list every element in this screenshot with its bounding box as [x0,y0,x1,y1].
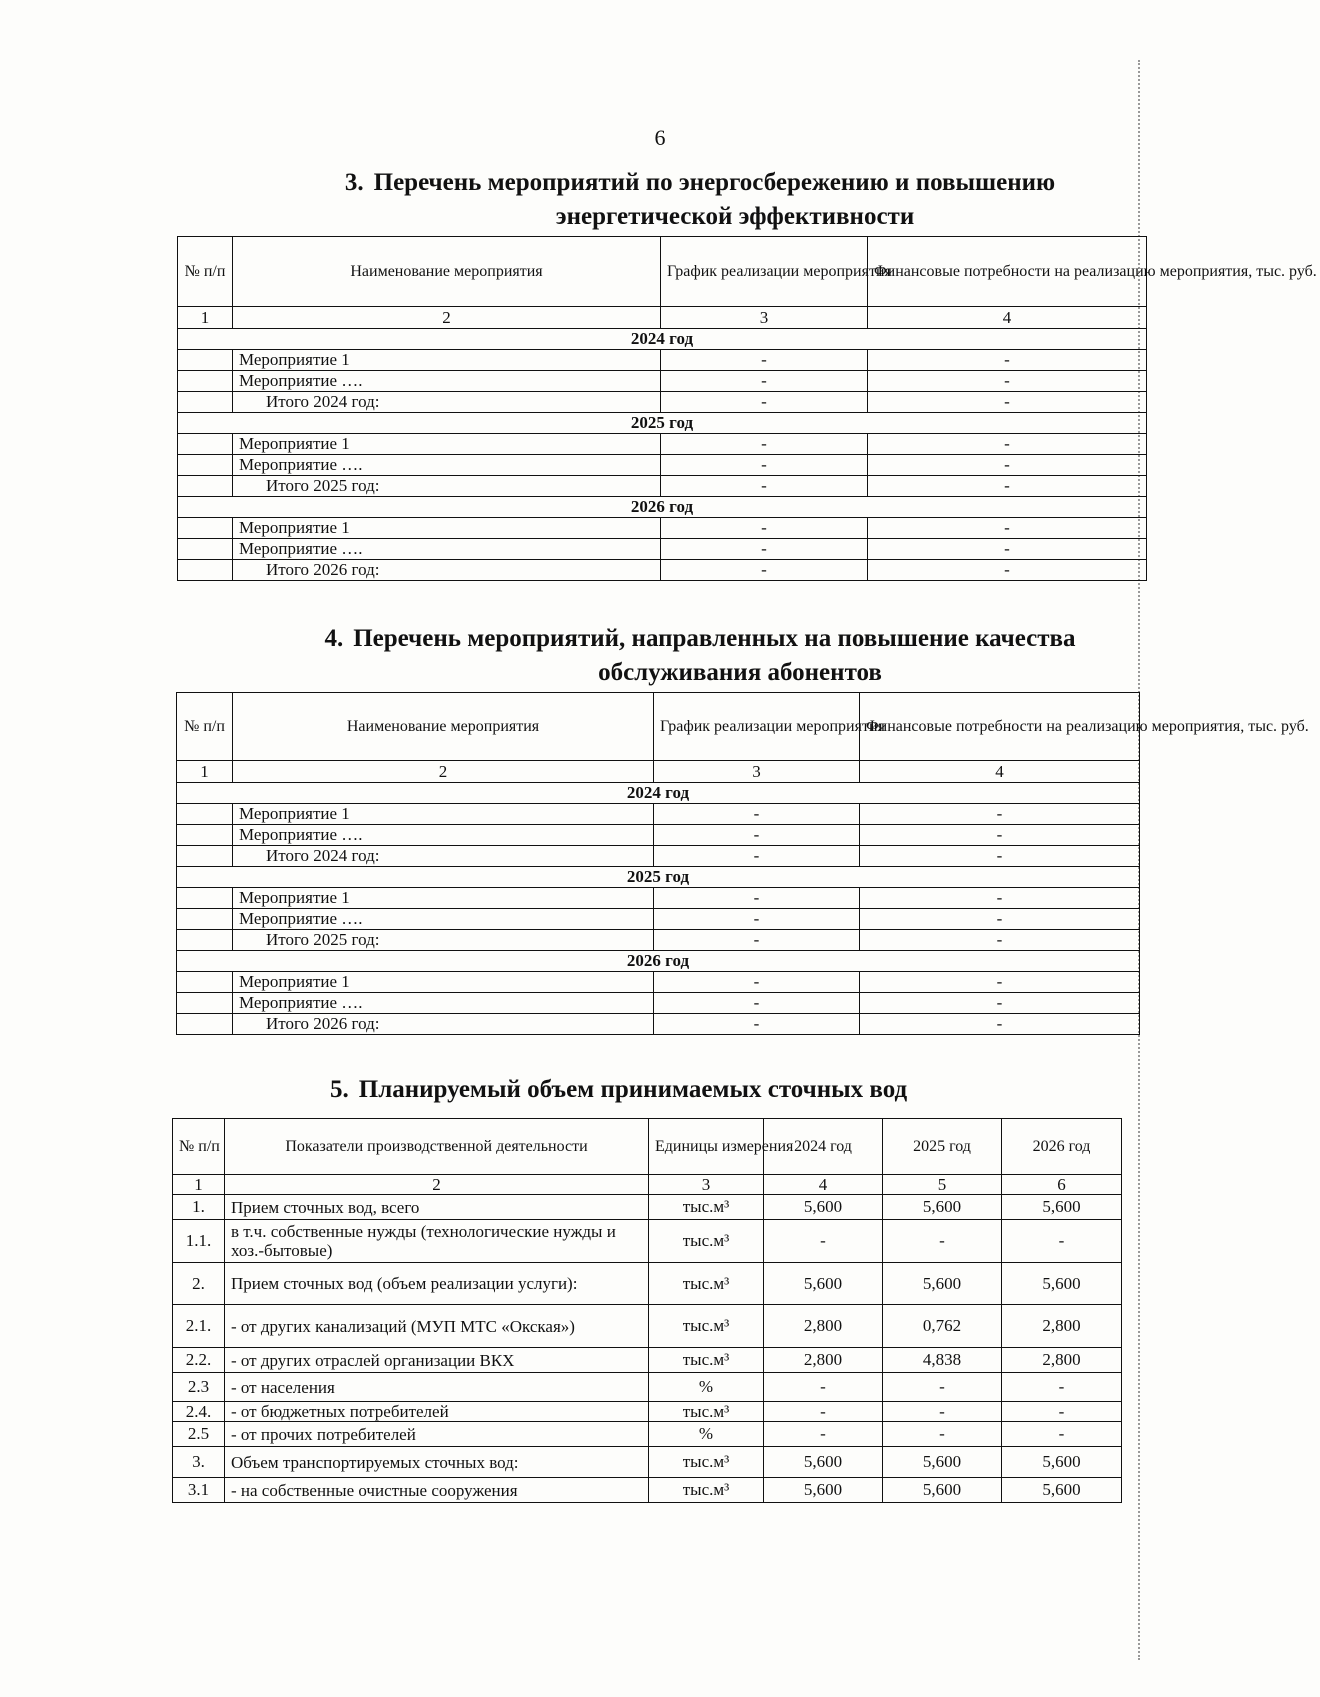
page-number: 6 [654,125,666,150]
table-row [178,392,1147,413]
finance-cell: - [860,846,1140,867]
table-row [173,1195,1122,1220]
schedule-cell: - [654,930,860,951]
year-row [178,329,1147,350]
value-2026: 5,600 [1002,1447,1122,1478]
column-number: 3 [654,761,860,783]
table-row [177,930,1140,951]
table-row [173,1220,1122,1263]
year-row [177,783,1140,804]
year-label: 2026 год [178,497,1147,518]
table-row [178,518,1147,539]
section4-heading [275,622,1125,690]
column-number: 4 [868,307,1147,329]
value-2025: - [883,1220,1002,1263]
schedule-cell: - [654,888,860,909]
column-number: 1 [178,307,233,329]
table-row [173,1422,1122,1447]
row-number-cell [177,888,233,909]
table-row [178,539,1147,560]
table-row [177,1014,1140,1035]
row-number: 2.4. [173,1402,225,1422]
schedule-cell: - [654,909,860,930]
unit-cell: тыс.м³ [649,1305,764,1348]
row-number-cell [177,972,233,993]
schedule-cell: - [654,804,860,825]
row-number-cell [177,1014,233,1035]
value-2026: 5,600 [1002,1195,1122,1220]
table-row [173,1478,1122,1503]
row-number-cell [177,909,233,930]
section3-table [177,236,1317,581]
value-2026: 2,800 [1002,1305,1122,1348]
schedule-cell: - [661,371,868,392]
value-2024: 5,600 [764,1263,883,1305]
value-2024: - [764,1220,883,1263]
column-number: 2 [233,307,661,329]
section3-heading-line1 [290,166,1110,200]
table-row [173,1402,1122,1422]
unit-cell: тыс.м³ [649,1348,764,1373]
table-row [178,455,1147,476]
table-row [177,888,1140,909]
indicator-name: - от прочих потребителей [225,1422,649,1447]
value-2025: - [883,1373,1002,1402]
value-2025: 5,600 [883,1263,1002,1305]
value-2025: 5,600 [883,1447,1002,1478]
row-number-cell [178,371,233,392]
section3-number: 3. [344,169,364,196]
year-row [178,413,1147,434]
measure-name: Мероприятие …. [233,993,654,1014]
column-number: 6 [1002,1175,1122,1195]
schedule-cell: - [654,825,860,846]
indicator-name: - от бюджетных потребителей [225,1402,649,1422]
table-row [177,804,1140,825]
finance-cell: - [868,539,1147,560]
year-label: 2026 год [177,951,1140,972]
value-2024: - [764,1402,883,1422]
unit-cell: % [649,1373,764,1402]
row-number-cell [178,518,233,539]
header-cell: № п/п [173,1119,225,1175]
finance-cell: - [860,930,1140,951]
value-2024: 2,800 [764,1348,883,1373]
section3-title-line1: Перечень мероприятий по энергосбережению и повышению [373,169,1056,196]
table-row [178,560,1147,581]
total-label: Итого 2024 год: [233,846,654,867]
finance-cell: - [860,1014,1140,1035]
section4-number: 4. [324,625,344,652]
header-cell: График реализации мероприятия [661,237,868,307]
row-number: 2.3 [173,1373,225,1402]
column-number: 3 [661,307,868,329]
table-row [173,1263,1122,1305]
schedule-cell: - [661,539,868,560]
header-cell: 2026 год [1002,1119,1122,1175]
schedule-cell: - [661,560,868,581]
section4-title-line1: Перечень мероприятий, направленных на повышение качества [353,625,1076,652]
indicator-name: - на собственные очистные сооружения [225,1478,649,1503]
value-2024: - [764,1422,883,1447]
row-number-cell [177,846,233,867]
table-row [173,1305,1122,1348]
value-2025: 5,600 [883,1478,1002,1503]
year-row [177,951,1140,972]
indicator-name: - от других отраслей организации ВКХ [225,1348,649,1373]
indicator-name: Объем транспортируемых сточных вод: [225,1447,649,1478]
table-header-row [173,1119,1122,1175]
row-number: 3. [173,1447,225,1478]
row-number-cell [178,350,233,371]
section5-number: 5. [330,1076,349,1103]
measure-name: Мероприятие …. [233,825,654,846]
schedule-cell: - [661,455,868,476]
finance-cell: - [860,972,1140,993]
year-label: 2025 год [178,413,1147,434]
finance-cell: - [860,804,1140,825]
schedule-cell: - [661,350,868,371]
column-number: 1 [173,1175,225,1195]
unit-cell: тыс.м³ [649,1402,764,1422]
measure-name: Мероприятие 1 [233,972,654,993]
finance-cell: - [868,476,1147,497]
row-number-cell [178,455,233,476]
table-row [177,993,1140,1014]
value-2025: 4,838 [883,1348,1002,1373]
unit-cell: тыс.м³ [649,1263,764,1305]
table-header-row [177,693,1140,761]
total-label: Итого 2025 год: [233,930,654,951]
row-number: 1. [173,1195,225,1220]
value-2026: - [1002,1373,1122,1402]
row-number: 2. [173,1263,225,1305]
section4-table [176,692,1309,1035]
section5-title: Планируемый объем принимаемых сточных вод [358,1076,908,1103]
row-number-cell [177,993,233,1014]
finance-cell: - [868,392,1147,413]
column-number: 2 [233,761,654,783]
total-label: Итого 2025 год: [233,476,661,497]
table-row [177,825,1140,846]
finance-cell: - [868,434,1147,455]
indicator-name: - от населения [225,1373,649,1402]
indicator-name: - от других канализаций (МУП МТС «Окская») [225,1305,649,1348]
column-number-row [173,1175,1122,1195]
finance-cell: - [868,350,1147,371]
row-number-cell [178,560,233,581]
column-number-row [177,761,1140,783]
value-2025: 5,600 [883,1195,1002,1220]
row-number: 2.2. [173,1348,225,1373]
table-row [178,371,1147,392]
value-2026: 5,600 [1002,1263,1122,1305]
measure-name: Мероприятие …. [233,455,661,476]
column-number: 1 [177,761,233,783]
value-2024: - [764,1373,883,1402]
year-label: 2024 год [177,783,1140,804]
value-2025: 0,762 [883,1305,1002,1348]
row-number-cell [177,930,233,951]
finance-cell: - [868,560,1147,581]
measure-name: Мероприятие 1 [233,434,661,455]
table-row [177,909,1140,930]
value-2026: - [1002,1422,1122,1447]
header-cell: График реализации мероприятия [654,693,860,761]
unit-cell: тыс.м³ [649,1195,764,1220]
total-label: Итого 2026 год: [233,1014,654,1035]
schedule-cell: - [661,476,868,497]
year-row [177,867,1140,888]
table-row [177,972,1140,993]
table-row [173,1447,1122,1478]
unit-cell: % [649,1422,764,1447]
finance-cell: - [860,825,1140,846]
finance-cell: - [868,518,1147,539]
column-number: 3 [649,1175,764,1195]
header-cell: Наименование мероприятия [233,693,654,761]
total-label: Итого 2026 год: [233,560,661,581]
year-row [178,497,1147,518]
column-number-row [178,307,1147,329]
section3-heading [290,166,1110,234]
header-cell: № п/п [177,693,233,761]
table-row [173,1373,1122,1402]
row-number: 1.1. [173,1220,225,1263]
table-row [178,476,1147,497]
header-cell: Показатели производственной деятельности [225,1119,649,1175]
schedule-cell: - [654,846,860,867]
column-number: 5 [883,1175,1002,1195]
measure-name: Мероприятие 1 [233,804,654,825]
schedule-cell: - [661,434,868,455]
value-2026: 2,800 [1002,1348,1122,1373]
finance-cell: - [868,371,1147,392]
header-cell: Финансовые потребности на реализацию мероприятия, тыс. руб. [868,237,1147,307]
row-number: 2.1. [173,1305,225,1348]
table-row [177,846,1140,867]
value-2024: 2,800 [764,1305,883,1348]
schedule-cell: - [654,972,860,993]
finance-cell: - [868,455,1147,476]
value-2024: 5,600 [764,1447,883,1478]
row-number: 3.1 [173,1478,225,1503]
section4-title-line2: обслуживания абонентов [598,659,882,686]
row-number-cell [178,539,233,560]
unit-cell: тыс.м³ [649,1447,764,1478]
column-number: 4 [860,761,1140,783]
row-number-cell [178,434,233,455]
row-number-cell [178,392,233,413]
schedule-cell: - [654,1014,860,1035]
finance-cell: - [860,909,1140,930]
value-2026: 5,600 [1002,1478,1122,1503]
indicator-name: в т.ч. собственные нужды (технологические нужды и хоз.-бытовые) [225,1220,649,1263]
measure-name: Мероприятие 1 [233,350,661,371]
header-cell: Финансовые потребности на реализацию мероприятия, тыс. руб. [860,693,1140,761]
indicator-name: Прием сточных вод (объем реализации услуги): [225,1263,649,1305]
unit-cell: тыс.м³ [649,1220,764,1263]
year-label: 2025 год [177,867,1140,888]
column-number: 2 [225,1175,649,1195]
finance-cell: - [860,888,1140,909]
table-row [173,1348,1122,1373]
section3-title-line2: энергетической эффективности [555,203,915,230]
indicator-name: Прием сточных вод, всего [225,1195,649,1220]
measure-name: Мероприятие 1 [233,518,661,539]
total-label: Итого 2024 год: [233,392,661,413]
table-row [178,434,1147,455]
section5-table [172,1118,1122,1503]
measure-name: Мероприятие …. [233,909,654,930]
header-cell: 2025 год [883,1119,1002,1175]
row-number: 2.5 [173,1422,225,1447]
row-number-cell [178,476,233,497]
section4-heading-line1 [275,622,1125,656]
table-row [178,350,1147,371]
schedule-cell: - [661,392,868,413]
year-label: 2024 год [178,329,1147,350]
header-cell: Наименование мероприятия [233,237,661,307]
row-number-cell [177,804,233,825]
value-2024: 5,600 [764,1195,883,1220]
value-2026: - [1002,1220,1122,1263]
schedule-cell: - [654,993,860,1014]
table-header-row [178,237,1147,307]
measure-name: Мероприятие …. [233,371,661,392]
value-2025: - [883,1402,1002,1422]
row-number-cell [177,825,233,846]
header-cell: Единицы измерения [649,1119,764,1175]
schedule-cell: - [661,518,868,539]
value-2024: 5,600 [764,1478,883,1503]
column-number: 4 [764,1175,883,1195]
measure-name: Мероприятие …. [233,539,661,560]
section5-heading [330,1073,1030,1107]
measure-name: Мероприятие 1 [233,888,654,909]
value-2025: - [883,1422,1002,1447]
finance-cell: - [860,993,1140,1014]
value-2026: - [1002,1402,1122,1422]
header-cell: 2024 год [764,1119,883,1175]
unit-cell: тыс.м³ [649,1478,764,1503]
header-cell: № п/п [178,237,233,307]
